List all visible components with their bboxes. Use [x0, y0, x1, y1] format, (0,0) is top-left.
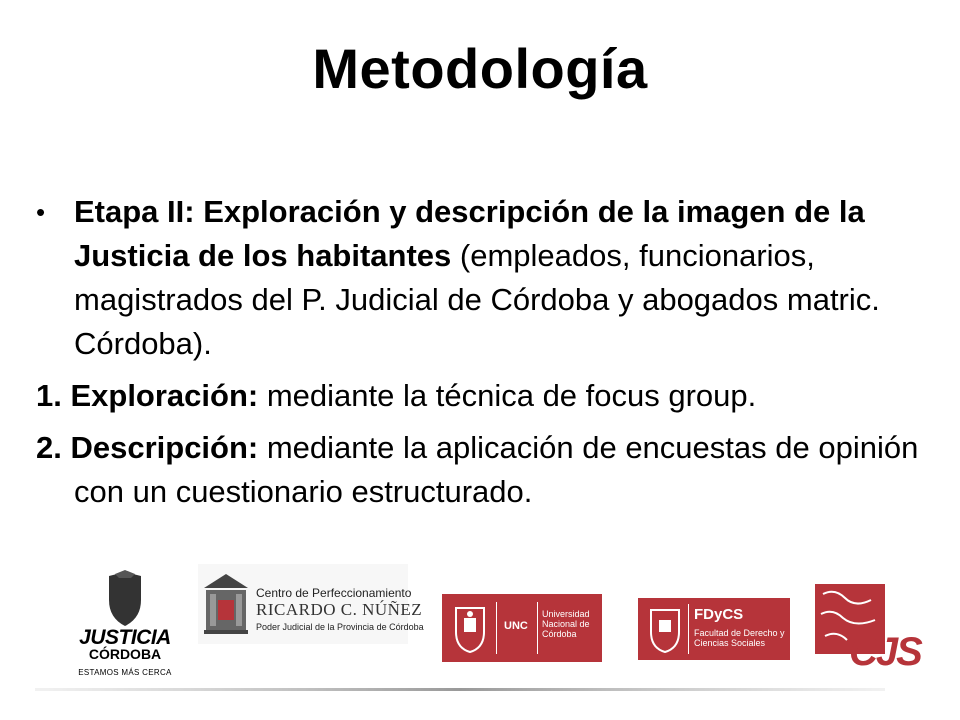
building-icon [200, 570, 252, 640]
numbered-item-label: 2. Descripción: [36, 430, 259, 465]
centro-line1: Centro de Perfeccionamiento [256, 586, 412, 600]
numbered-item-exploracion [36, 374, 931, 418]
unc-divider [496, 602, 497, 654]
numbered-item-text: mediante la técnica de focus group. [258, 378, 757, 413]
fdycs-divider [688, 604, 689, 654]
bullet-bold-text: Etapa II: Exploración y descripción de la imagen de la Justicia de los habitantes [74, 194, 865, 273]
unc-name: Universidad Nacional de Córdoba [542, 609, 590, 639]
slide-title: Metodología [312, 37, 648, 100]
centro-line3: Poder Judicial de la Provincia de Córdoba [256, 622, 424, 632]
bullet-icon: • [36, 197, 46, 227]
university-crest-icon [450, 602, 490, 654]
bullet-normal-text: (empleados, funcionarios, magistrados del P. Judicial de Córdoba y abogados matric. Córdoba). [74, 238, 880, 361]
shield-icon [75, 570, 175, 628]
fdycs-logo [638, 598, 790, 660]
numbered-item-descripcion [36, 426, 931, 514]
unc-logo [442, 594, 602, 662]
centro-perfeccionamiento-logo [198, 564, 424, 644]
justicia-cordoba-logo [75, 570, 175, 680]
bottom-divider [35, 688, 885, 691]
fdycs-name: Facultad de Derecho y Ciencias Sociales [694, 628, 785, 648]
numbered-item-text: mediante la aplicación de encuestas de opinión con un cuestionario estructurado. [74, 430, 919, 509]
faculty-crest-icon [646, 604, 684, 654]
slogan-text: ESTAMOS MÁS CERCA [78, 668, 172, 677]
cjs-abbr: CJS [849, 630, 921, 674]
slide-body [36, 190, 931, 522]
unc-abbr: UNC [504, 620, 528, 632]
justicia-text: JUSTICIA [79, 626, 171, 649]
bullet-item-etapa [36, 190, 931, 366]
cjs-logo [815, 584, 921, 680]
unc-divider [537, 602, 538, 654]
numbered-item-label: 1. Exploración: [36, 378, 259, 413]
cordoba-text: CÓRDOBA [88, 646, 162, 662]
centro-line2: RICARDO C. NÚÑEZ [256, 600, 423, 619]
logos-row [0, 560, 960, 690]
fdycs-abbr: FDyCS [694, 606, 744, 623]
